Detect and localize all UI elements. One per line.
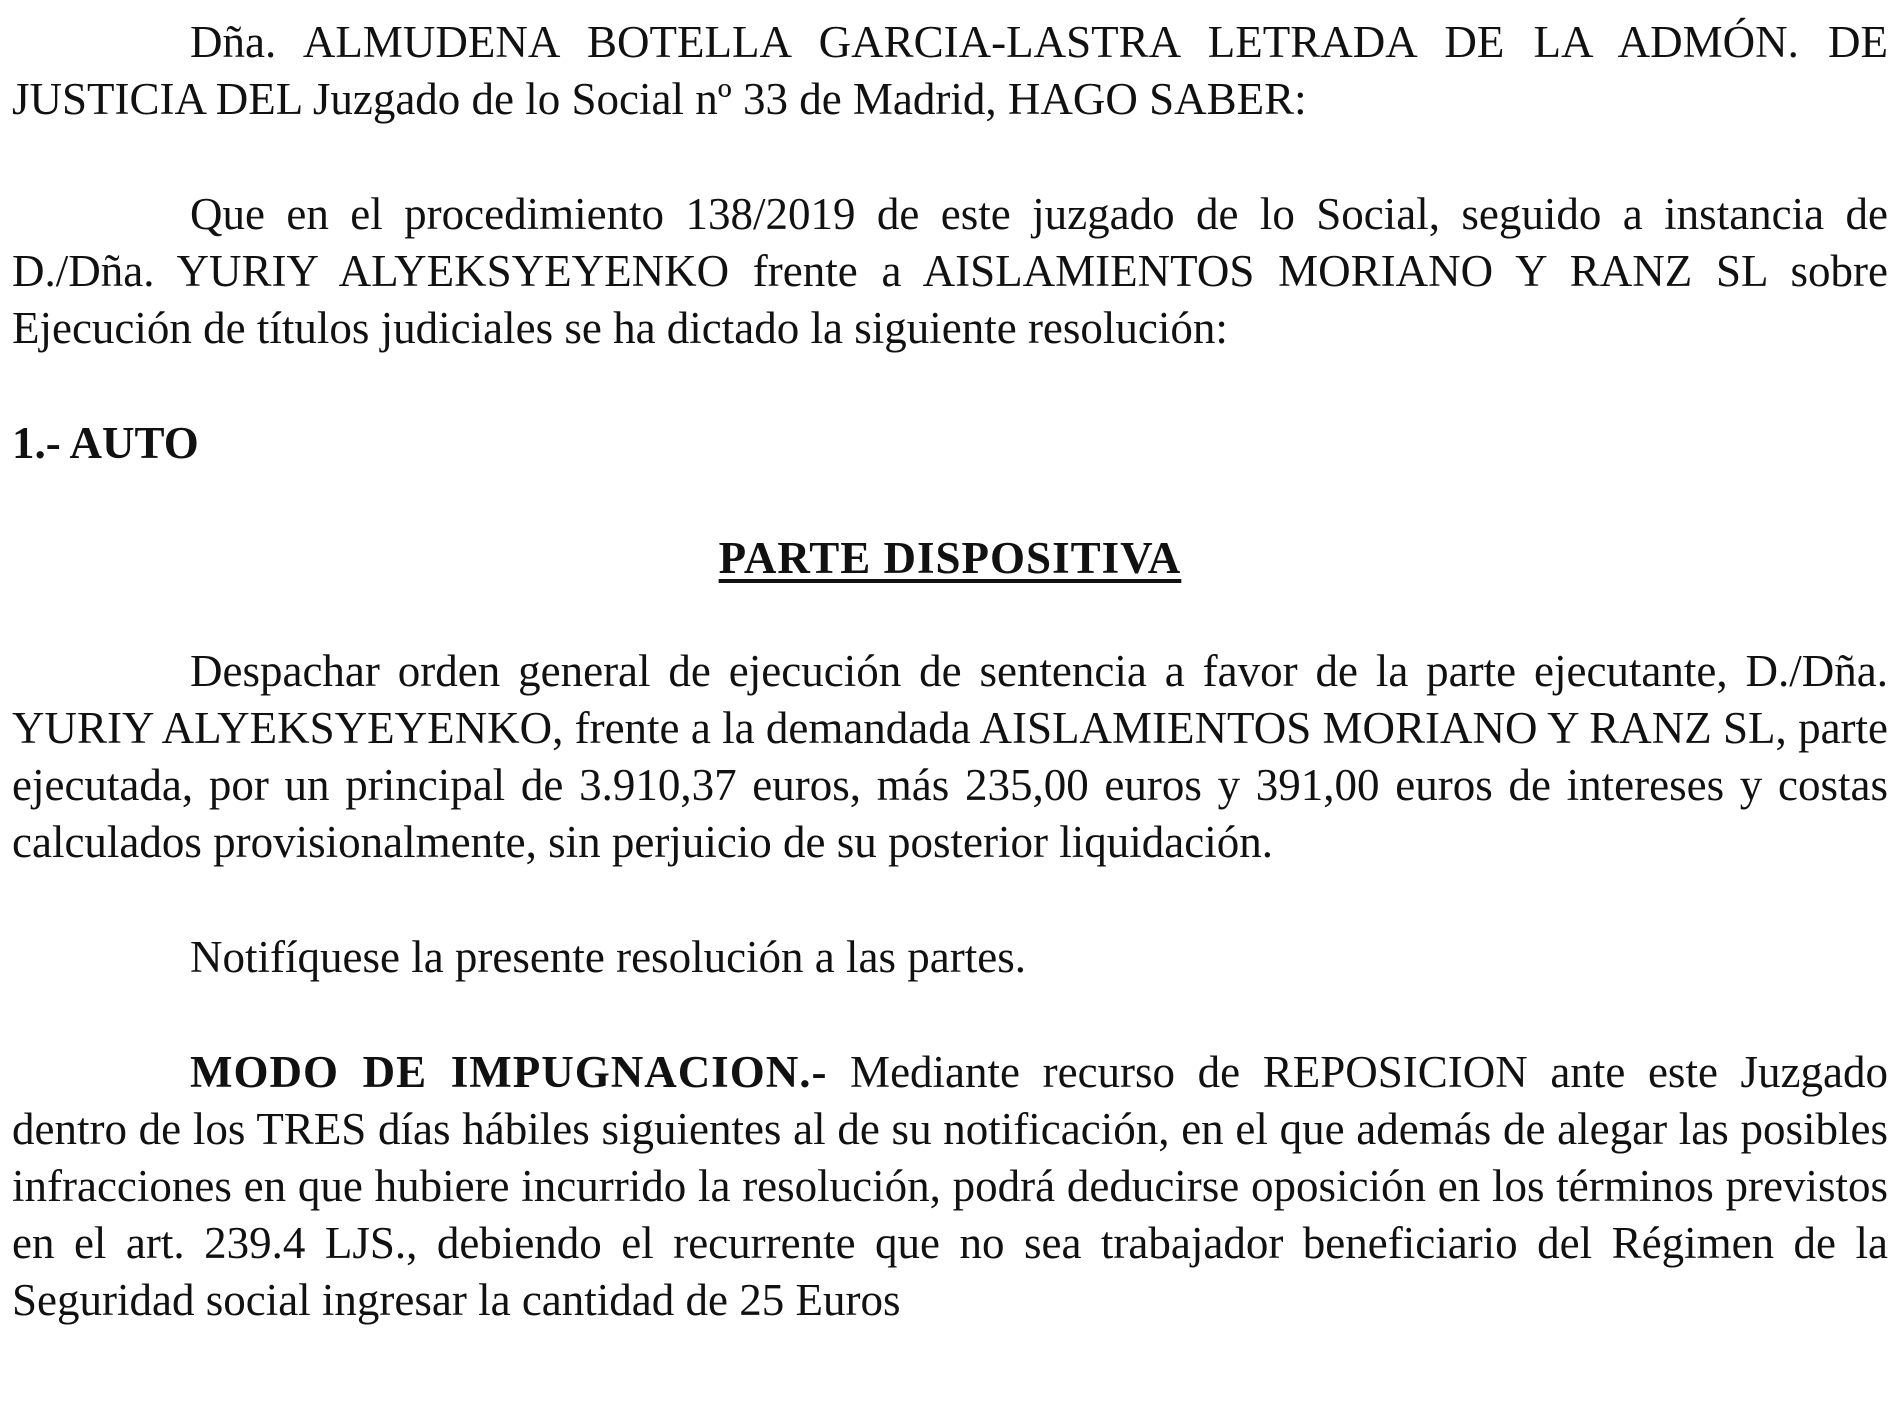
impugnation-text: Mediante recurso de REPOSICION ante este Juzgado dentro de los TRES días hábiles siguientes al de su notificación, en el que además de alegar las posibles infracciones en que hubiere incurrido la resolución, podrá deducirse oposición en los términos previstos en el art. 239.4 LJS., debiendo el recurrente que no sea trabajador beneficiario del Régimen de la Seguridad social ingresar la cantidad de 25 Euros [12, 1047, 1888, 1325]
document-page [12, 14, 1888, 1329]
impugnation-label: MODO DE IMPUGNACION.- [190, 1047, 828, 1097]
procedure-paragraph: Que en el procedimiento 138/2019 de este juzgado de lo Social, seguido a instancia de D./Dña. YURIY ALYEKSYEYENKO frente a AISLAMIENTOS MORIANO Y RANZ SL sobre Ejecución de títulos judiciales se ha dictado la siguiente resolución: [12, 189, 1888, 353]
impugnation-paragraph [12, 1044, 1888, 1329]
intro-paragraph: Dña. ALMUDENA BOTELLA GARCIA-LASTRA LETRADA DE LA ADMÓN. DE JUSTICIA DEL Juzgado de lo Social nº 33 de Madrid, HAGO SABER: [12, 17, 1888, 124]
dispositive-paragraph: Despachar orden general de ejecución de sentencia a favor de la parte ejecutante, D./Dña. YURIY ALYEKSYEYENKO, frente a la demandada AISLAMIENTOS MORIANO Y RANZ SL, parte ejecutada, por un principal de 3.910,37 euros, más 235,00 euros y 391,00 euros de intereses y costas calculados provisionalmente, sin perjuicio de su posterior liquidación. [12, 646, 1888, 867]
auto-heading: 1.- AUTO [12, 418, 199, 468]
notify-paragraph: Notifíquese la presente resolución a las partes. [190, 932, 1026, 982]
dispositive-heading: PARTE DISPOSITIVA [718, 533, 1182, 583]
